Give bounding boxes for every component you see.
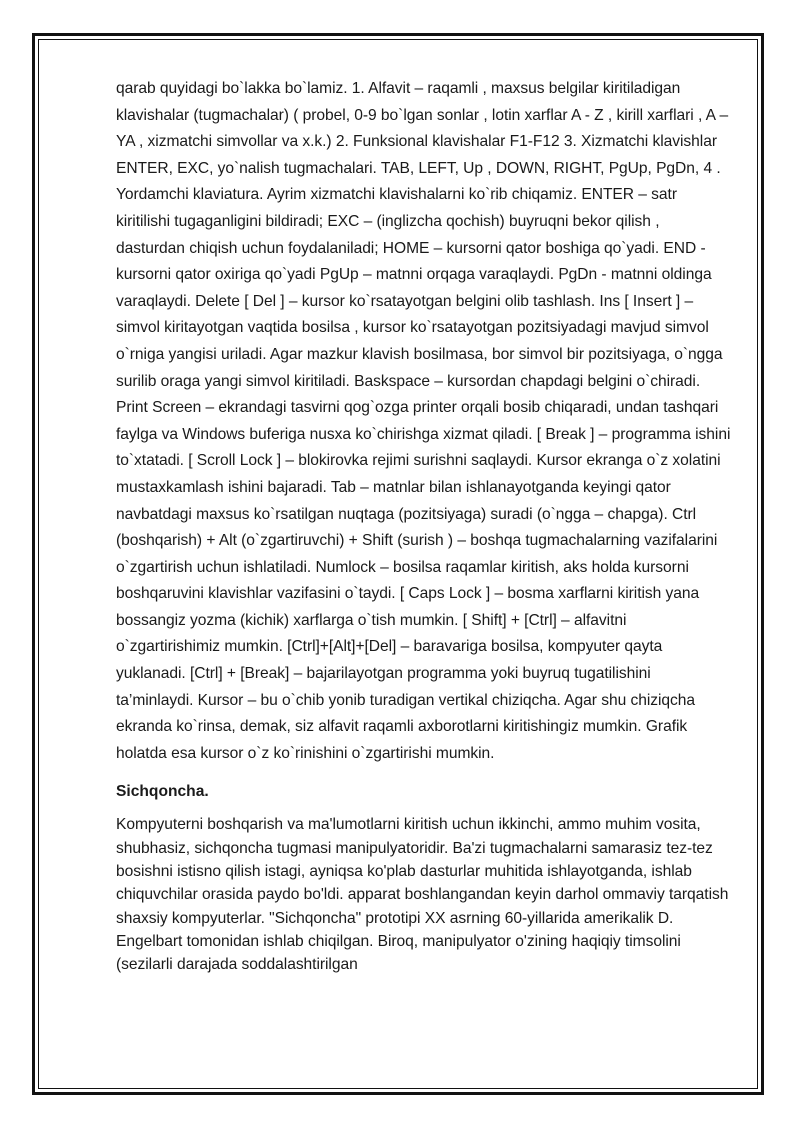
page-content <box>116 76 732 977</box>
keyboard-keys-paragraph: qarab quyidagi bo`lakka bo`lamiz. 1. Alfavit – raqamli , maxsus belgilar kiritiladigan klavishalar (tugmachalar) ( probel, 0-9 bo`lgan sonlar , lotin xarflar A - Z , kirill xarflari , A – YA , xizmatchi simvollar va x.k.) 2. Funksional klavishalar F1-F12 3. Xizmatchi klavishlar ENTER, EXC, yo`nalish tugmachalari. TAB, LEFT, Up , DOWN, RIGHT, PgUp, PgDn, 4 . Yordamchi klaviatura. Ayrim xizmatchi klavishalarni ko`rib chiqamiz. ENTER – satr kiritilishi tugaganligini bildiradi; EXC – (inglizcha qochish) buyruqni bekor qilish , dasturdan chiqish uchun foydalaniladi; HOME – kursorni qator boshiga qo`yadi. END - kursorni qator oxiriga qo`yadi PgUp – matnni orqaga varaqlaydi. PgDn - matnni oldinga varaqlaydi. Delete [ Del ] – kursor ko`rsatayotgan belgini olib tashlash. Ins [ Insert ] – simvol kiritayotgan vaqtida bosilsa , kursor ko`rsatayotgan pozitsiyadagi mavjud simvol o`rniga yangisi uriladi. Agar mazkur klavish bosilmasa, bor simvol bir pozitsiyaga, o`ngga surilib oraga yangi simvol kiritiladi. Baskspace – kursordan chapdagi belgini o`chiradi. Print Screen – ekrandagi tasvirni qog`ozga printer orqali bosib chiqaradi, undan tashqari faylga va Windows buferiga nusxa ko`chirishga xizmat qiladi. [ Break ] – programma ishini to`xtatadi. [ Scroll Lock ] – blokirovka rejimi surishni saqlaydi. Kursor ekranga o`z xolatini mustaxkamlash ishini bajaradi. Tab – matnlar bilan ishlanayotganda keyingi qator navbatdagi maxsus ko`rsatilgan nuqtaga (pozitsiyaga) suradi (o`ngga – chapga). Ctrl (boshqarish) + Alt (o`zgartiruvchi) + Shift (surish ) – boshqa tugmachalarning vazifalarini o`zgartirish uchun ishlatiladi. Numlock – bosilsa raqamlar kiritish, aks holda kursorni boshqaruvini klavishlar vazifasini o`taydi. [ Caps Lock ] – bosma xarflarni kiritish yana bossangiz yozma (kichik) xarflarga o`tish mumkin. [ Shift] + [Ctrl] – alfavitni o`zgartirishimiz mumkin. [Ctrl]+[Alt]+[Del] – baravariga bosilsa, kompyuter qayta yuklanadi. [Ctrl] + [Break] – bajarilayotgan programma yoki buyruq tugatilishini ta’minlaydi. Kursor – bu o`chib yonib turadigan vertikal chiziqcha. Agar shu chiziqcha ekranda ko`rinsa, demak, siz alfavit raqamli axborotlarni kiritishingiz mumkin. Grafik holatda esa kursor o`z ko`rinishini o`zgartirishi mumkin. <box>116 80 731 762</box>
mouse-paragraph: Kompyuterni boshqarish va ma'lumotlarni kiritish uchun ikkinchi, ammo muhim vosita, shubhasiz, sichqoncha tugmasi manipulyatoridir. Ba'zi tugmachalarni samarasiz tez-tez bosishni istisno qilish istagi, ayniqsa ko'plab dasturlar muhitida ishlayotganda, ishlab chiquvchilar orasida paydo bo'ldi. apparat boshlangandan keyin darhol ommaviy tarqatish shaxsiy kompyuterlar. "Sichqoncha" prototipi XX asrning 60-yillarida amerikalik D. Engelbart tomonidan ishlab chiqilgan. Biroq, manipulyator o'zining haqiqiy timsolini (sezilarli darajada soddalashtirilgan <box>116 816 729 974</box>
section-heading-mouse: Sichqoncha. <box>116 783 209 801</box>
